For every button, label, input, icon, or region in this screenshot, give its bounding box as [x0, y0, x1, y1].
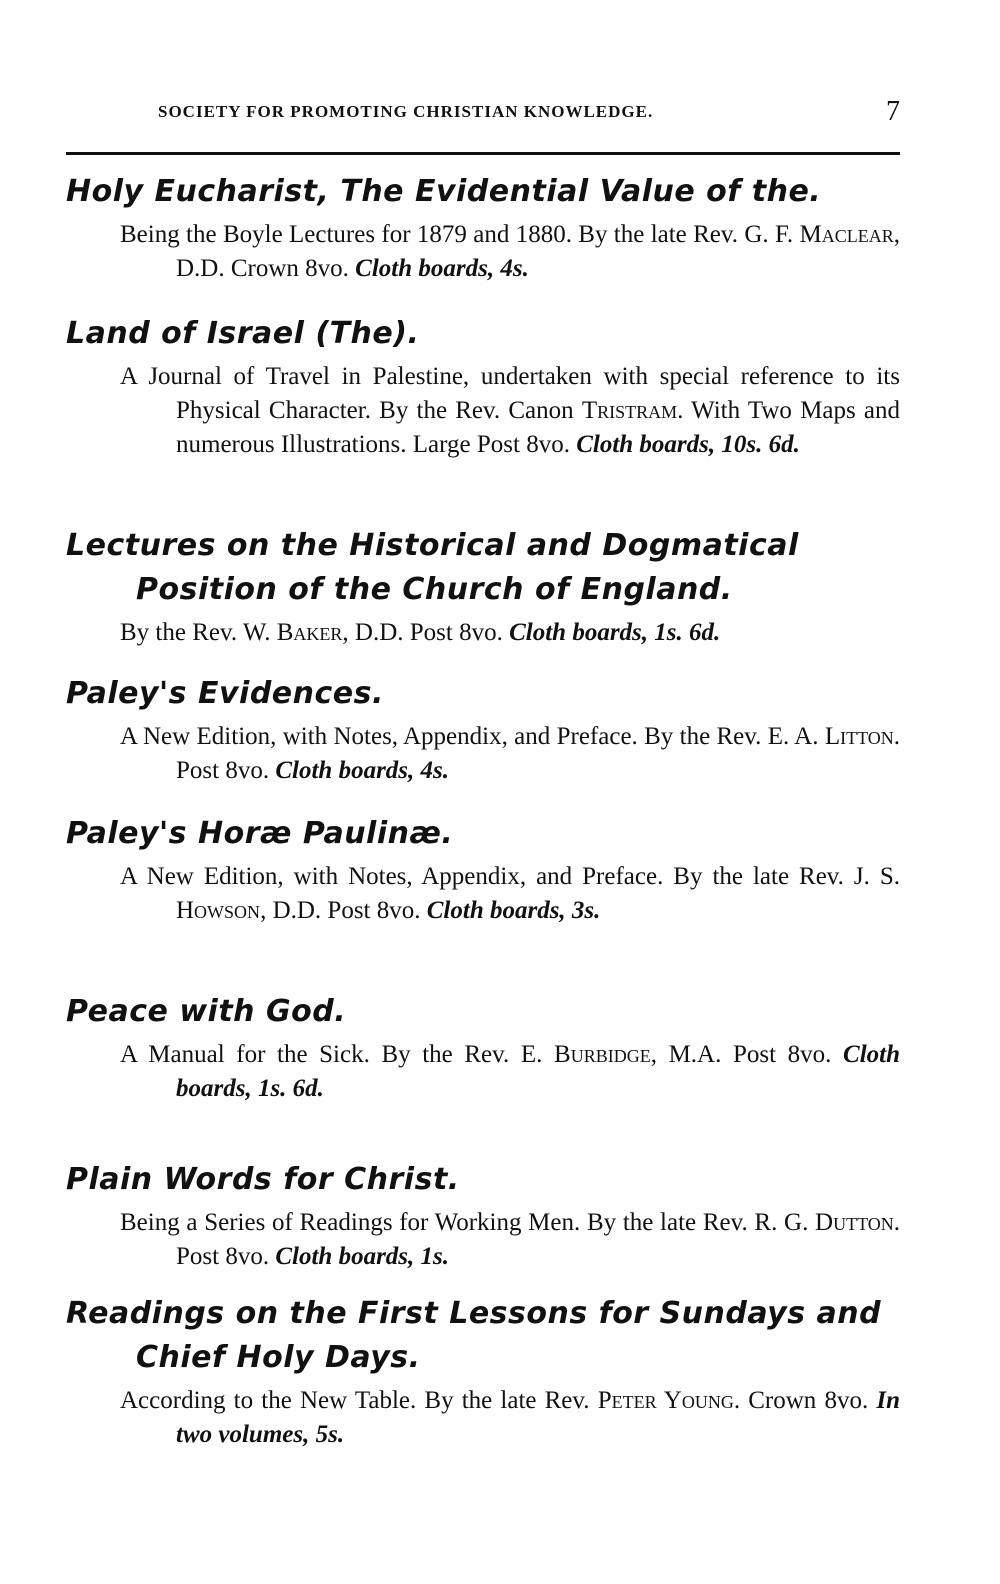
catalogue-entry	[66, 524, 900, 650]
entry-binding-price: Cloth boards, 10s. 6d.	[576, 431, 800, 458]
entry-description	[66, 616, 900, 650]
catalogue-entry	[66, 170, 900, 286]
header-rule	[66, 152, 900, 155]
entry-format: . Post 8vo.	[176, 723, 900, 784]
entry-title: Plain Words for Christ.	[66, 1162, 460, 1197]
entry-title: Peace with God.	[66, 994, 347, 1029]
entry-text: A Manual for the Sick. By the Rev. E.	[120, 1041, 555, 1068]
entry-text: A New Edition, with Notes, Appendix, and Preface. By the Rev. E. A.	[120, 723, 825, 750]
entry-binding-price: In two volumes, 5s.	[176, 1387, 900, 1448]
entry-binding-price: Cloth boards, 1s.	[275, 1243, 450, 1270]
entry-author: Howson	[176, 897, 261, 924]
entry-text: Being a Series of Readings for Working Men. By the late Rev. R. G.	[120, 1209, 816, 1236]
entry-text: By the Rev. W.	[120, 619, 277, 646]
entry-author: Litton	[824, 723, 894, 750]
entry-author: Tristram	[581, 397, 678, 424]
entry-author: Burbidge	[554, 1041, 651, 1068]
catalogue-entry	[66, 812, 900, 928]
running-head	[66, 96, 900, 130]
entry-title: Paley's Evidences.	[66, 676, 384, 711]
entry-description	[66, 218, 900, 286]
entry-author: Dutton	[815, 1209, 894, 1236]
entry-author: Baker	[276, 619, 343, 646]
entry-binding-price: Cloth boards, 4s.	[275, 757, 450, 784]
entry-title: Land of Israel (The).	[66, 316, 420, 351]
entry-format: . Crown 8vo.	[733, 1387, 877, 1414]
entry-description	[66, 1038, 900, 1106]
catalogue-entry	[66, 990, 900, 1106]
entry-title: Lectures on the Historical and Dogmatical Position of the Church of England.	[66, 528, 799, 607]
entry-format: . With Two Maps and numerous Illustrations. Large Post 8vo.	[176, 397, 900, 458]
entry-format: . Post 8vo.	[176, 1209, 900, 1270]
entry-binding-price: Cloth boards, 1s. 6d.	[509, 619, 721, 646]
entry-description	[66, 860, 900, 928]
entry-author: Maclear	[799, 221, 894, 248]
catalogue-entry	[66, 1158, 900, 1274]
entry-binding-price: Cloth boards, 1s. 6d.	[176, 1041, 900, 1102]
entry-text: According to the New Table. By the late Rev.	[120, 1387, 598, 1414]
entry-description	[66, 720, 900, 788]
running-title: SOCIETY FOR PROMOTING CHRISTIAN KNOWLEDGE.	[158, 102, 654, 121]
entry-description	[66, 1384, 900, 1452]
entry-text: Being the Boyle Lectures for 1879 and 1880. By the late Rev. G. F.	[120, 221, 800, 248]
entry-binding-price: Cloth boards, 4s.	[355, 255, 529, 282]
catalogue-entry	[66, 312, 900, 462]
entry-author: Peter Young	[597, 1387, 734, 1414]
entry-description	[66, 360, 900, 462]
catalogue-entry	[66, 1292, 900, 1452]
catalogue-entry	[66, 672, 900, 788]
entry-format: , D.D. Crown 8vo.	[176, 221, 900, 282]
entry-title: Readings on the First Lessons for Sundays and Chief Holy Days.	[66, 1296, 882, 1375]
entry-format: , D.D. Post 8vo.	[342, 619, 510, 646]
entry-text: A New Edition, with Notes, Appendix, and Preface. By the late Rev. J. S.	[120, 863, 900, 890]
entry-format: , M.A. Post 8vo.	[650, 1041, 844, 1068]
entry-title: Holy Eucharist, The Evidential Value of the.	[66, 174, 822, 209]
page-number: 7	[886, 96, 900, 127]
entry-title: Paley's Horæ Paulinæ.	[66, 816, 454, 851]
entry-description	[66, 1206, 900, 1274]
entry-binding-price: Cloth boards, 3s.	[426, 897, 601, 924]
entry-text: A Journal of Travel in Palestine, undertaken with special reference to its Physical Character. By the Rev. Canon	[120, 363, 900, 424]
entry-format: , D.D. Post 8vo.	[260, 897, 427, 924]
